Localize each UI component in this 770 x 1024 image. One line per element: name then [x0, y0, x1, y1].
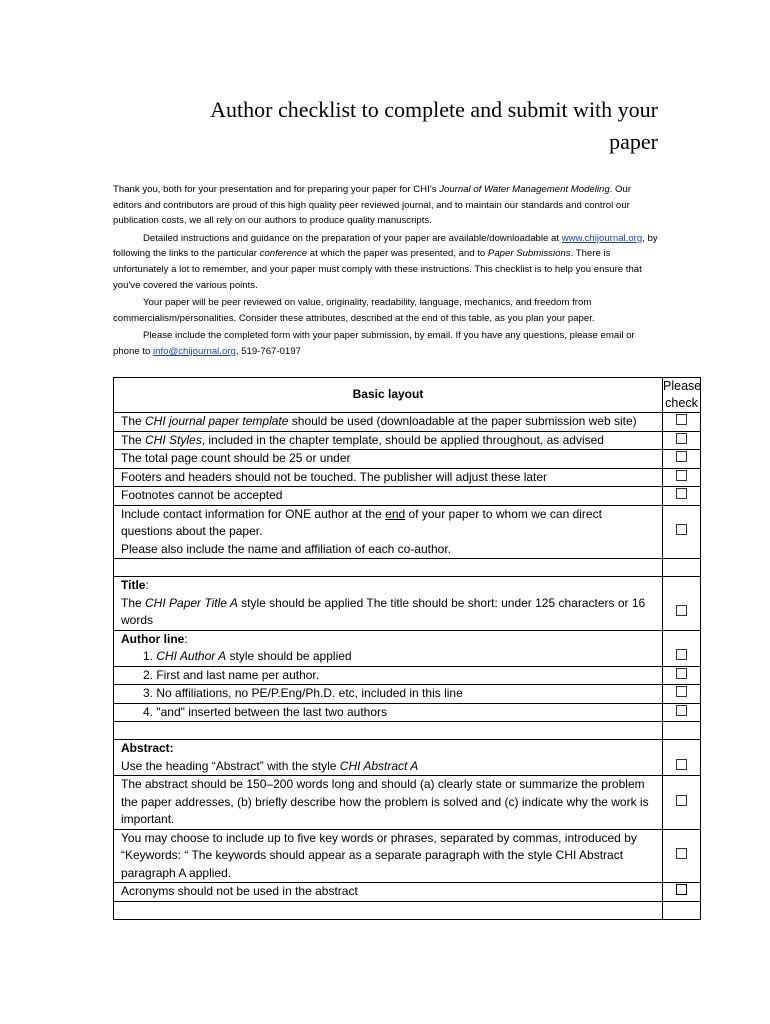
item-italic: CHI Styles — [145, 432, 202, 447]
item-text: of your paper to whom we can direct questions about the paper. — [121, 506, 602, 538]
list-item: 2. First and last name per author. — [143, 667, 320, 682]
checkbox-cell — [663, 666, 701, 685]
intro-paragraph-3: Your paper will be peer reviewed on value, originality, readability, language, mechanics, and freedom from commercialism/personalities. Consider these attributes, described at the end of this table, as you plan your paper. — [113, 297, 595, 324]
checkbox[interactable] — [676, 605, 687, 616]
checklist-item — [114, 431, 663, 450]
checkbox[interactable] — [676, 524, 687, 535]
table-row — [114, 487, 701, 506]
table-row — [114, 685, 701, 704]
checklist-table — [113, 377, 701, 920]
item-text: The — [121, 432, 146, 447]
intro-italic: Paper Submissions — [487, 248, 571, 260]
journal-name: Journal of Water Management Modeling — [439, 184, 610, 195]
intro-text-span: . There is unfortunately a lot to remember, and your paper must comply with these instructions. This checklist is to help you ensure that you've covered the various points. — [113, 248, 642, 291]
checkbox[interactable] — [676, 649, 687, 660]
checklist-item: Footnotes cannot be accepted — [114, 487, 663, 506]
table-row — [114, 666, 701, 685]
checkbox[interactable] — [676, 470, 687, 481]
checkbox[interactable] — [676, 488, 687, 499]
list-item — [121, 648, 655, 666]
checkbox-cell — [663, 577, 701, 631]
table-row — [114, 883, 701, 902]
checkbox[interactable] — [676, 884, 687, 895]
checkbox-cell — [663, 829, 701, 883]
intro-text-span: Detailed instructions and guidance on the preparation of your paper are available/downloadable at — [143, 232, 562, 244]
item-text: Include contact information for ONE author at the — [121, 506, 386, 521]
contact-phone: , 519-767-0197 — [235, 345, 301, 357]
section-label-abstract: Abstract: — [121, 741, 174, 755]
list-item: 4. "and" inserted between the last two authors — [143, 704, 388, 719]
list-item: 3. No affiliations, no PE/P.Eng/Ph.D. etc, included in this line — [143, 686, 463, 700]
item-text: , included in the chapter template, should be applied throughout, as advised — [201, 432, 604, 447]
item-text: style should be applied The title should be short: under 125 characters or 16 words — [121, 595, 646, 627]
column-header-basic-layout: Basic layout — [114, 378, 663, 413]
checkbox[interactable] — [676, 668, 687, 679]
blank-cell — [114, 559, 663, 577]
item-underline: end — [385, 506, 406, 521]
checkbox-cell — [663, 776, 701, 830]
item-text: should be used (downloadable at the paper submission web site) — [288, 414, 637, 428]
intro-text-span: , by following the links to the particular — [113, 232, 658, 260]
item-text: style should be applied — [226, 649, 352, 663]
table-row — [114, 577, 701, 631]
item-text: : — [145, 578, 149, 592]
table-row — [114, 450, 701, 469]
checkbox-cell — [663, 703, 701, 722]
checkbox-cell — [663, 685, 701, 704]
checkbox[interactable] — [676, 705, 687, 716]
intro-text-span: Thank you, both for your presentation and for preparing your paper for CHI’s — [113, 184, 440, 195]
blank-cell — [114, 722, 663, 740]
table-header-row — [114, 378, 701, 413]
item-italic: CHI journal paper template — [145, 414, 289, 428]
checkbox[interactable] — [676, 848, 687, 859]
checkbox-cell — [663, 505, 701, 559]
table-row — [114, 431, 701, 450]
table-row — [114, 505, 701, 559]
checklist-item — [114, 666, 663, 685]
checklist-item: Footers and headers should not be touched. The publisher will adjust these later — [114, 468, 663, 487]
item-text: Use the heading “Abstract” with the style — [121, 758, 340, 773]
blank-cell — [663, 559, 701, 577]
blank-cell — [663, 901, 701, 919]
checklist-item: Acronyms should not be used in the abstract — [114, 883, 663, 902]
intro-paragraph-2 — [113, 231, 658, 293]
table-row — [114, 829, 701, 883]
table-row — [114, 413, 701, 432]
checklist-item: The total page count should be 25 or under — [114, 450, 663, 469]
checklist-item — [114, 630, 663, 666]
checkbox-cell — [663, 450, 701, 469]
blank-cell — [663, 722, 701, 740]
checkbox[interactable] — [676, 795, 687, 806]
checklist-item — [114, 505, 663, 559]
blank-cell — [114, 901, 663, 919]
item-text: 1. — [143, 649, 157, 663]
checkbox[interactable] — [676, 451, 687, 462]
checklist-item — [114, 703, 663, 722]
section-label-title: Title — [121, 578, 146, 592]
checklist-item — [114, 413, 663, 432]
table-row — [114, 630, 701, 666]
checkbox-cell — [663, 468, 701, 487]
table-row-blank — [114, 559, 701, 577]
checkbox-cell — [663, 740, 701, 776]
checklist-item — [114, 577, 663, 631]
item-italic: CHI Abstract A — [339, 758, 419, 773]
intro-text-span: . Our editors and contributors are proud of this high quality peer reviewed journal, and to maintain our standards and control our publication costs, we all rely on our authors to produce quality manuscripts. — [113, 184, 632, 227]
intro-text — [113, 182, 658, 362]
section-label-author-line: Author line — [121, 631, 185, 646]
checkbox[interactable] — [676, 414, 687, 425]
table-row-blank — [114, 722, 701, 740]
intro-paragraph-4 — [113, 328, 658, 359]
checkbox-cell — [663, 413, 701, 432]
table-row — [114, 468, 701, 487]
checklist-item — [114, 685, 663, 704]
table-row — [114, 703, 701, 722]
checklist-item: The abstract should be 150–200 words long and should (a) clearly state or summarize the problem the paper addresses, (b) briefly describe how the problem is solved and (c) indicate why the work is important. — [114, 776, 663, 830]
intro-paragraph-1 — [113, 182, 658, 229]
item-text: The — [121, 595, 146, 610]
checklist-item: You may choose to include up to five key words or phrases, separated by commas, introduced by “Keywords: “ The keywords should appear as a separate paragraph with the style CHI Abstract paragraph A applied. — [114, 829, 663, 883]
journal-website-link[interactable]: www.chijournal.org — [561, 232, 643, 244]
checkbox-cell — [663, 431, 701, 450]
table-row — [114, 776, 701, 830]
intro-italic: conference — [259, 248, 308, 260]
page-title: Author checklist to complete and submit with your paper — [210, 97, 658, 154]
checkbox-cell — [663, 883, 701, 902]
intro-text-span: at which the paper was presented, and to — [307, 248, 488, 260]
checkbox[interactable] — [676, 686, 687, 697]
table-row-blank — [114, 901, 701, 919]
table-row — [114, 740, 701, 776]
item-italic: CHI Author A — [156, 649, 227, 663]
item-italic: CHI Paper Title A — [145, 595, 238, 610]
item-text: : — [184, 631, 188, 646]
column-header-please-check: Please check — [663, 378, 701, 413]
checkbox-cell — [663, 487, 701, 506]
item-text: The — [121, 414, 146, 428]
item-text: Please also include the name and affiliation of each co-author. — [121, 541, 451, 556]
checkbox-cell — [663, 630, 701, 666]
intro-text-span: Please include the completed form with your paper submission, by email. If you have any questions, please email or phone to — [113, 330, 635, 357]
checkbox[interactable] — [676, 433, 687, 444]
checkbox[interactable] — [676, 759, 687, 770]
checklist-item — [114, 740, 663, 776]
contact-email-link[interactable]: info@chijournal.org — [153, 345, 236, 357]
